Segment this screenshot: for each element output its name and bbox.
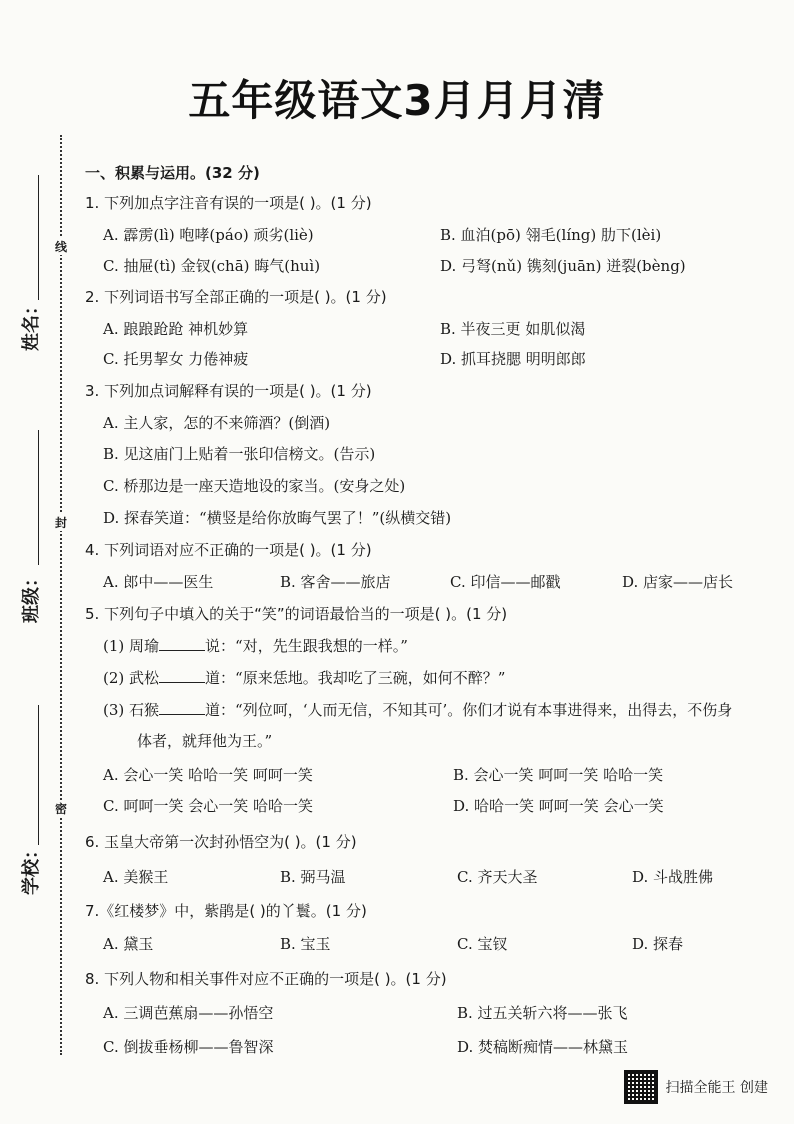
q6-option-c: C. 齐天大圣 <box>457 868 538 886</box>
q7-option-b: B. 宝玉 <box>280 935 331 953</box>
q6-option-b: B. 弼马温 <box>280 868 346 886</box>
q8-stem: 8. 下列人物和相关事件对应不正确的一项是( )。(1 分) <box>85 970 447 988</box>
q6-option-d: D. 斗战胜佛 <box>632 868 714 886</box>
q3-option-d: D. 探春笑道：“横竖是给你放晦气罢了！”(纵横交错) <box>103 509 452 527</box>
q1-stem: 1. 下列加点字注音有误的一项是( )。(1 分) <box>85 194 372 212</box>
name-label: 姓名： <box>21 297 42 351</box>
q5-option-c: C. 呵呵一笑 会心一笑 哈哈一笑 <box>103 797 314 815</box>
q7-option-d: D. 探春 <box>632 935 684 953</box>
name-write-line <box>38 175 39 300</box>
q8-option-b: B. 过五关斩六将——张飞 <box>457 1004 628 1022</box>
q6-option-a: A. 美猴王 <box>103 868 169 886</box>
q5-blank-3[interactable] <box>159 700 205 715</box>
q5-option-d: D. 哈哈一笑 呵呵一笑 会心一笑 <box>453 797 664 815</box>
scanner-watermark <box>624 1070 768 1104</box>
school-write-line <box>38 705 39 845</box>
q1-option-b: B. 血泊(pō) 翎毛(líng) 肋下(lèi) <box>440 226 662 244</box>
q2-option-c: C. 托男挈女 力倦神疲 <box>103 350 249 368</box>
qr-code-icon <box>624 1070 658 1104</box>
q5-sentence-1: (1) 周瑜 说：“对，先生跟我想的一样。” <box>103 637 408 655</box>
q5-blank-1[interactable] <box>159 636 205 651</box>
q4-option-c: C. 印信——邮戳 <box>450 573 561 591</box>
q2-option-a: A. 踉踉跄跄 神机妙算 <box>103 320 249 338</box>
q1-option-a: A. 霹雳(lì) 咆哮(páo) 顽劣(liè) <box>103 226 314 244</box>
q4-stem: 4. 下列词语对应不正确的一项是( )。(1 分) <box>85 541 372 559</box>
q7-stem: 7.《红楼梦》中，紫鹃是( )的丫鬟。(1 分) <box>85 902 367 920</box>
q1-option-c: C. 抽屉(tì) 金钗(chā) 晦气(huì) <box>103 257 321 275</box>
binding-mark-secret: 密 <box>54 802 67 816</box>
q2-option-d: D. 抓耳挠腮 明明郎郎 <box>440 350 586 368</box>
q7-option-c: C. 宝钗 <box>457 935 508 953</box>
q8-option-d: D. 焚稿断痴情——林黛玉 <box>457 1038 629 1056</box>
binding-mark-seal: 封 <box>54 516 67 530</box>
q6-stem: 6. 玉皇大帝第一次封孙悟空为( )。(1 分) <box>85 833 357 851</box>
section-heading: 一、积累与运用。(32 分) <box>85 164 260 182</box>
q3-option-c: C. 桥那边是一座天造地设的家当。(安身之处) <box>103 477 406 495</box>
q3-option-b: B. 见这庙门上贴着一张印信榜文。(告示) <box>103 445 376 463</box>
q5-sentence-3-cont: 体者，就拜他为王。” <box>137 732 273 750</box>
scanner-watermark-text: 扫描全能王 创建 <box>665 1080 768 1096</box>
school-label: 学校： <box>21 841 42 895</box>
q3-stem: 3. 下列加点词解释有误的一项是( )。(1 分) <box>85 382 372 400</box>
q8-option-c: C. 倒拔垂杨柳——鲁智深 <box>103 1038 274 1056</box>
q2-stem: 2. 下列词语书写全部正确的一项是( )。(1 分) <box>85 288 387 306</box>
q7-option-a: A. 黛玉 <box>103 935 154 953</box>
class-label: 班级： <box>21 569 42 623</box>
q5-option-a: A. 会心一笑 哈哈一笑 呵呵一笑 <box>103 766 313 784</box>
q3-option-a: A. 主人家，怎的不来筛酒？(倒酒) <box>103 414 331 432</box>
binding-dotted-line <box>60 135 62 1055</box>
q5-sentence-2: (2) 武松 道：“原来恁地。我却吃了三碗，如何不醉？” <box>103 669 506 687</box>
q5-option-b: B. 会心一笑 呵呵一笑 哈哈一笑 <box>453 766 664 784</box>
q2-option-b: B. 半夜三更 如肌似渴 <box>440 320 586 338</box>
page-title: 五年级语文3月月月清 <box>188 76 606 125</box>
q5-stem: 5. 下列句子中填入的关于“笑”的词语最恰当的一项是( )。(1 分) <box>85 605 508 623</box>
q4-option-b: B. 客舍——旅店 <box>280 573 391 591</box>
binding-mark-line: 线 <box>54 240 67 254</box>
q5-blank-2[interactable] <box>159 668 205 683</box>
class-write-line <box>38 430 39 565</box>
q5-sentence-3: (3) 石猴 道：“列位呵，‘人而无信，不知其可’。你们才说有本事进得来，出得去，不伤身 <box>103 701 733 719</box>
q4-option-a: A. 郎中——医生 <box>103 573 214 591</box>
q8-option-a: A. 三调芭蕉扇——孙悟空 <box>103 1004 274 1022</box>
q1-option-d: D. 弓弩(nǔ) 镌刻(juān) 迸裂(bèng) <box>440 257 686 275</box>
q4-option-d: D. 店家——店长 <box>622 573 734 591</box>
